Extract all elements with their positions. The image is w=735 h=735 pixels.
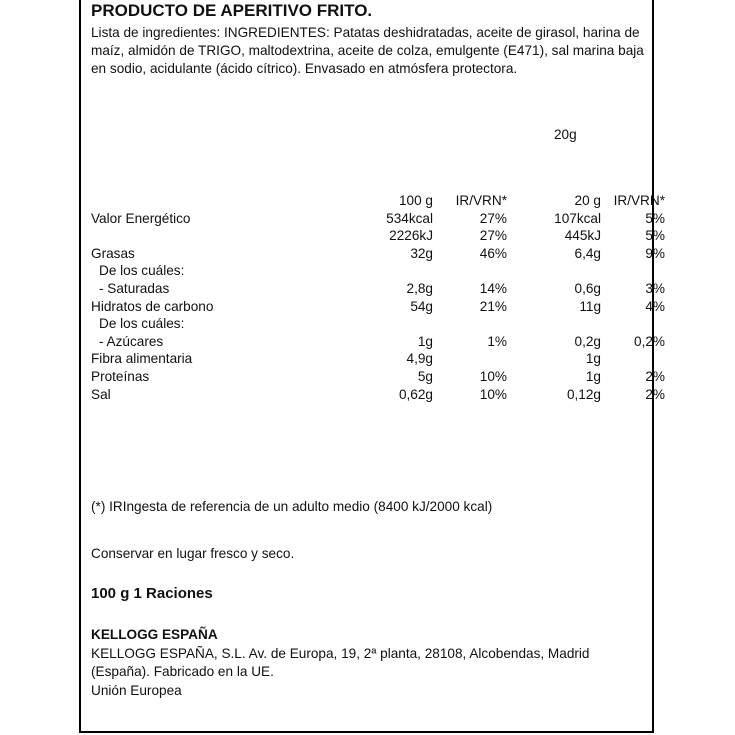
value-per-100g: 2,8g (406, 280, 433, 296)
value-per-20g: 0,2g (574, 333, 601, 349)
ir-per-100g: 10% (479, 386, 507, 402)
value-per-20g: 0,12g (566, 386, 601, 402)
company-name: KELLOGG ESPAÑA (91, 627, 218, 642)
header-ir-100g: IR/VRN* (455, 193, 507, 208)
ir-per-100g: 46% (479, 245, 507, 261)
ir-per-100g: 27% (479, 228, 507, 244)
ir-per-100g: 10% (479, 368, 507, 384)
nutrient-name: Valor Energético (91, 210, 191, 226)
portions-info: 100 g 1 Raciones (91, 585, 213, 602)
product-label (79, 0, 665, 733)
company-address: KELLOGG ESPAÑA, S.L. Av. de Europa, 19, 2ª planta, 28108, Alcobendas, Madrid (España). Fabricado en la UE. (91, 646, 590, 679)
value-per-100g: 5g (417, 368, 433, 384)
value-per-20g: 1g (585, 351, 601, 367)
nutrient-name: De los cuáles: (99, 316, 185, 332)
value-per-20g: 0,6g (574, 280, 601, 296)
value-per-20g: 1g (585, 368, 601, 384)
ir-per-20g: 4% (645, 298, 665, 314)
value-per-20g: 6,4g (574, 245, 601, 261)
ir-per-20g: 5% (645, 228, 665, 244)
product-title: PRODUCTO DE APERITIVO FRITO. (91, 1, 373, 20)
nutrient-name: - Saturadas (99, 280, 170, 296)
value-per-100g: 534kcal (386, 210, 433, 226)
value-per-20g: 445kJ (564, 228, 601, 244)
footnote: (*) IRIngesta de referencia de un adulto medio (8400 kJ/2000 kcal) (91, 499, 493, 514)
nutrient-name: De los cuáles: (99, 263, 185, 279)
value-per-100g: 54g (410, 298, 433, 314)
value-per-100g: 1g (417, 333, 433, 349)
header-ir-20g: IR/VRN* (613, 193, 665, 208)
nutrient-name: - Azúcares (99, 333, 164, 349)
header-per-100g: 100 g (398, 193, 433, 208)
ir-per-20g: 0,2% (634, 333, 665, 349)
value-per-20g: 107kcal (554, 210, 601, 226)
value-per-100g: 4,9g (406, 351, 433, 367)
ir-per-100g: 27% (479, 210, 507, 226)
nutrient-name: Fibra alimentaria (91, 351, 193, 367)
nutrient-name: Grasas (91, 245, 135, 261)
ir-per-20g: 2% (645, 368, 665, 384)
ir-per-20g: 9% (645, 245, 665, 261)
nutrient-name: Proteínas (91, 368, 150, 384)
value-per-100g: 2226kJ (389, 228, 433, 244)
ir-per-20g: 5% (645, 210, 665, 226)
nutrient-name: Hidratos de carbono (91, 298, 214, 314)
value-per-100g: 32g (410, 245, 433, 261)
ir-per-100g: 21% (479, 298, 507, 314)
value-per-100g: 0,62g (398, 386, 433, 402)
nutrient-name: Sal (91, 386, 111, 402)
ir-per-20g: 2% (645, 386, 665, 402)
ir-per-100g: 14% (479, 280, 507, 296)
ir-per-100g: 1% (487, 333, 507, 349)
origin: Unión Europea (91, 683, 182, 698)
ir-per-20g: 3% (645, 280, 665, 296)
value-per-20g: 11g (579, 298, 601, 314)
serving-size: 20g (554, 127, 577, 142)
storage-instructions: Conservar en lugar fresco y seco. (91, 546, 295, 561)
header-per-20g: 20 g (574, 193, 601, 208)
ingredients-list: Lista de ingredientes: INGREDIENTES: Patatas deshidratadas, aceite de girasol, harina de maíz, almidón de TRIGO, maltodextrina, aceite de colza, emulgente (E471), sal marina baja en sodio, acidulante (ácido cítrico). Envasado en atmósfera protectora. (91, 25, 644, 76)
